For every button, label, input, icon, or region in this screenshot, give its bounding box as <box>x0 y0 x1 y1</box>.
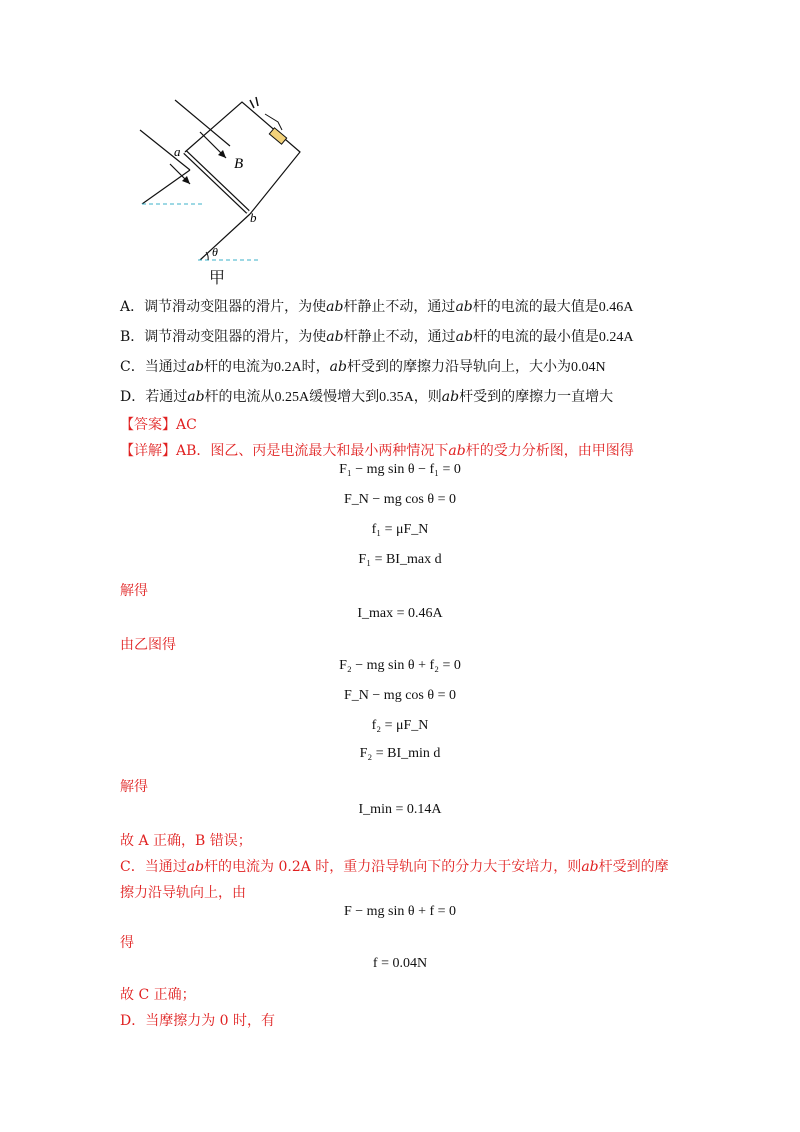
from-yi: 由乙图得 <box>120 637 176 653</box>
option-A: A．调节滑动变阻器的滑片，为使ab杆静止不动，通过ab杆的电流的最大值是0.46A <box>120 299 634 315</box>
detail-intro: 【详解】AB．图乙、丙是电流最大和最小两种情况下ab杆的受力分析图，由甲图得 <box>120 443 634 459</box>
figure-jia <box>130 92 320 292</box>
answer: 【答案】AC <box>120 417 197 433</box>
equation-7: f₂ = μF_N <box>371 718 429 733</box>
equation-6: F_N − mg cos θ = 0 <box>344 688 456 703</box>
d-line: D．当摩擦力为 0 时，有 <box>120 1013 276 1029</box>
figure-caption: 甲 <box>209 268 226 287</box>
equation-8: F₂ = BI_min d <box>359 746 441 761</box>
option-D: D．若通过ab杆的电流从0.25A缓慢增大到0.35A，则ab杆受到的摩擦力一直增大 <box>120 389 614 405</box>
equation-2: F_N − mg cos θ = 0 <box>344 492 456 507</box>
label-B: B <box>234 156 244 172</box>
equation-3: f₁ = μF_N <box>371 522 429 537</box>
c-line-1: C．当通过ab杆的电流为 0.2A 时，重力沿导轨向下的分力大于安培力，则ab杆受到的摩 <box>120 859 669 875</box>
equation-9: F − mg sin θ + f = 0 <box>343 904 457 919</box>
conclusion-c: 故 C 正确； <box>120 987 196 1003</box>
equation-1: F₁ − mg sin θ − f₁ = 0 <box>339 462 461 477</box>
incline-circuit-diagram <box>130 92 320 292</box>
label-b: b <box>250 210 257 225</box>
equation-5: F₂ − mg sin θ + f₂ = 0 <box>339 658 461 673</box>
conclusion-ab: 故 A 正确，B 错误； <box>120 833 252 849</box>
equation-imax: I_max = 0.46A <box>357 606 443 621</box>
option-C: C．当通过ab杆的电流为0.2A时，ab杆受到的摩擦力沿导轨向上，大小为0.04N <box>120 359 606 375</box>
c-line-2: 擦力沿导轨向上，由 <box>120 885 246 901</box>
label-a: a <box>174 144 181 159</box>
equation-imin: I_min = 0.14A <box>358 802 442 817</box>
solve-2: 解得 <box>120 779 148 795</box>
get: 得 <box>120 935 134 951</box>
option-B: B．调节滑动变阻器的滑片，为使ab杆静止不动，通过ab杆的电流的最小值是0.24A <box>120 329 634 345</box>
label-theta: θ <box>212 245 218 259</box>
equation-f: f = 0.04N <box>372 956 428 971</box>
equation-4: F₁ = BI_max d <box>358 552 442 567</box>
solve-1: 解得 <box>120 583 148 599</box>
